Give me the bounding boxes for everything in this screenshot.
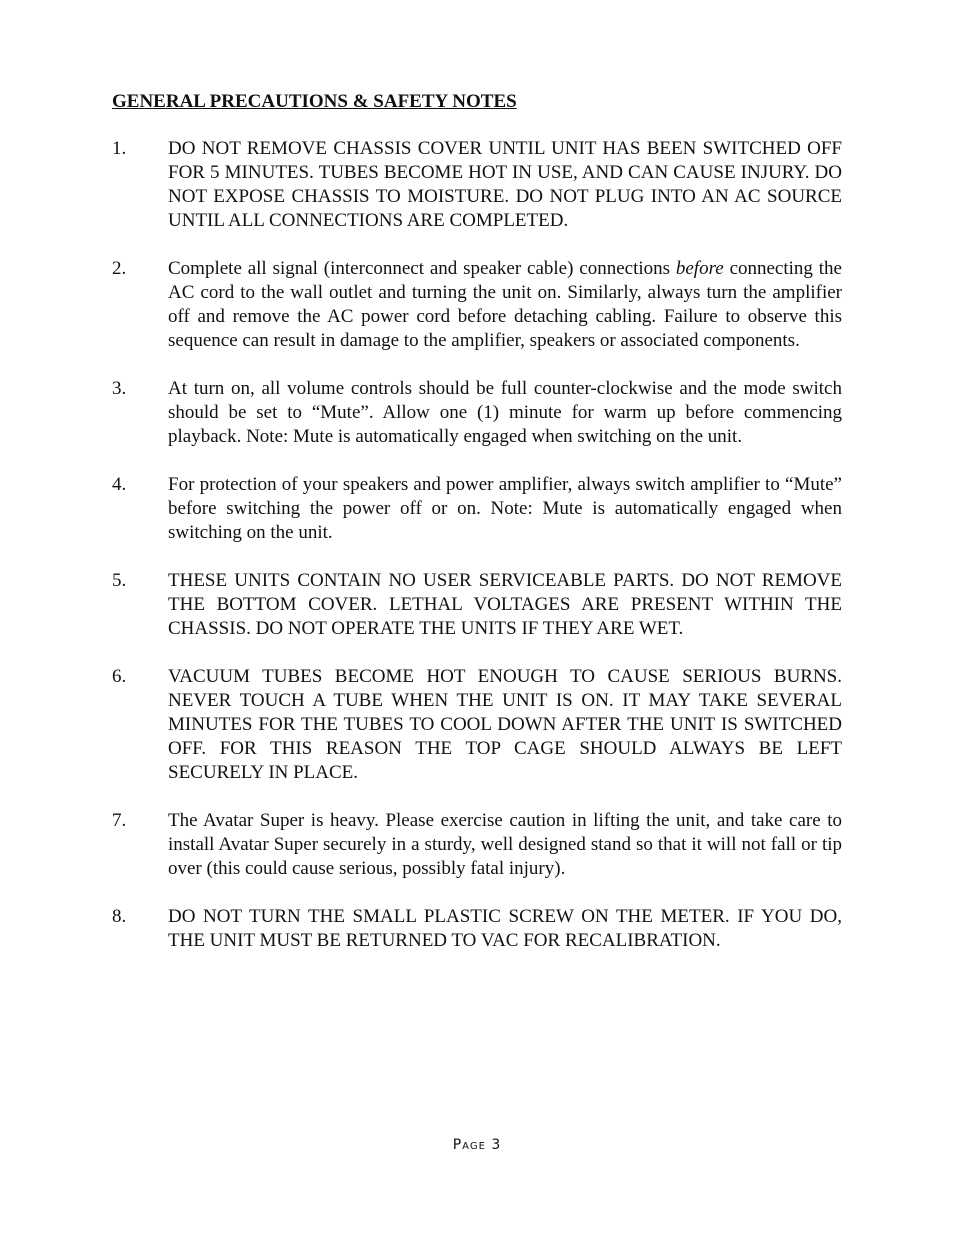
item-text: THESE UNITS CONTAIN NO USER SERVICEABLE PARTS. DO NOT REMOVE THE BOTTOM COVER. LETHAL VOLTAGES ARE PRESENT WITHIN THE CHASSIS. DO NOT OPERATE THE UNITS IF THEY ARE WET. xyxy=(168,570,842,639)
item-text: The Avatar Super is heavy. Please exercise caution in lifting the unit, and take care to install Avatar Super securely in a sturdy, well designed stand so that it will not fall or tip over (this could cause serious, possibly fatal injury). xyxy=(168,810,842,879)
list-item-5 xyxy=(112,569,842,641)
list-item-1 xyxy=(112,137,842,233)
item-text: DO NOT TURN THE SMALL PLASTIC SCREW ON THE METER. IF YOU DO, THE UNIT MUST BE RETURNED TO VAC FOR RECALIBRATION. xyxy=(168,906,842,951)
list-item-8 xyxy=(112,905,842,953)
list-item-4 xyxy=(112,473,842,545)
section-heading: GENERAL PRECAUTIONS & SAFETY NOTES xyxy=(112,91,517,112)
item-number: 7. xyxy=(112,810,127,831)
list-item-3 xyxy=(112,377,842,449)
item-number: 6. xyxy=(112,666,127,687)
item-number: 8. xyxy=(112,906,127,927)
list-item-6 xyxy=(112,665,842,785)
item-text-part: Complete all signal (interconnect and speaker cable) connections xyxy=(168,258,676,279)
item-number: 4. xyxy=(112,474,127,495)
item-number: 5. xyxy=(112,570,127,591)
item-number: 3. xyxy=(112,378,127,399)
item-text: For protection of your speakers and power amplifier, always switch amplifier to “Mute” before switching the power off or on. Note: Mute is automatically engaged when switching on the unit. xyxy=(168,474,842,543)
precautions-list xyxy=(112,137,842,977)
emphasized-word: before xyxy=(675,258,724,279)
item-number: 1. xyxy=(112,138,127,159)
item-text xyxy=(168,257,842,353)
item-text: VACUUM TUBES BECOME HOT ENOUGH TO CAUSE SERIOUS BURNS. NEVER TOUCH A TUBE WHEN THE UNIT IS ON. IT MAY TAKE SEVERAL MINUTES FOR THE TUBES TO COOL DOWN AFTER THE UNIT IS SWITCHED OFF. FOR THIS REASON THE TOP CAGE SHOULD ALWAYS BE LEFT SECURELY IN PLACE. xyxy=(168,666,842,783)
page-number: Page 3 xyxy=(452,1137,502,1153)
item-number: 2. xyxy=(112,258,127,279)
item-text: At turn on, all volume controls should be full counter-clockwise and the mode switch should be set to “Mute”. Allow one (1) minute for warm up before commencing playback. Note: Mute is automatically engaged when switching on the unit. xyxy=(168,378,842,447)
list-item-2 xyxy=(112,257,842,353)
list-item-7 xyxy=(112,809,842,881)
item-text-part: connecting the AC cord to the wall outlet and turning the unit on. Similarly, always turn the amplifier off and remove the AC power cord before detaching cabling. Failure to observe this sequence can result in damage to the amplifier, speakers or associated components. xyxy=(168,258,842,351)
item-text: DO NOT REMOVE CHASSIS COVER UNTIL UNIT HAS BEEN SWITCHED OFF FOR 5 MINUTES. TUBES BECOME HOT IN USE, AND CAN CAUSE INJURY. DO NOT EXPOSE CHASSIS TO MOISTURE. DO NOT PLUG INTO AN AC SOURCE UNTIL ALL CONNECTIONS ARE COMPLETED. xyxy=(168,138,842,231)
